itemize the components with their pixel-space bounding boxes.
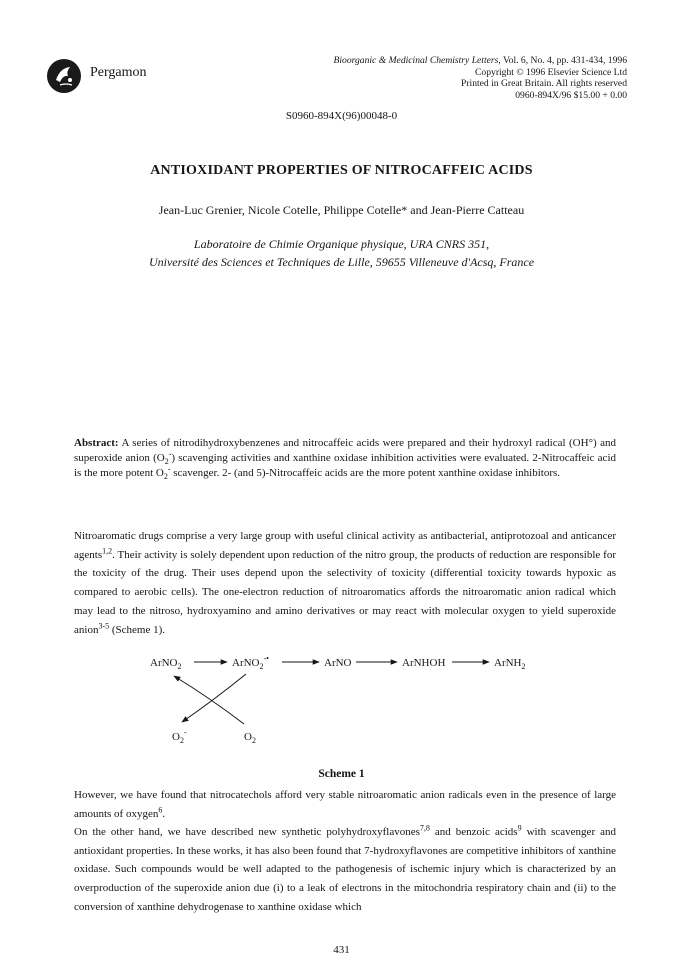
p3-text-a: On the other hand, we have described new synthetic polyhydroxyflavones [74,826,420,838]
author-list: Jean-Luc Grenier, Nicole Cotelle, Philippe Cotelle* and Jean-Pierre Catteau [158,203,525,217]
p1-text-a: Nitroaromatic drugs comprise a very large group with useful clinical activity as antibacterial, antiprotozoal and anticancer agents [74,530,616,561]
p1-text-b: . Their activity is solely dependent upon reduction of the nitro group, the products of reduction are responsible for the toxicity of the drug. Their uses depend upon the selectivity of toxicity (differential toxicity towards hypoxic as compared to aerobic cells). The one-electron reduction of nitroaromatics affords the nitroaromatic anion radical which may lead to the nitroso, hydroxyamino and amino derivatives or may react with molecular oxygen to yield superoxide anion [74,548,616,636]
abstract-text-2: ) scavenging activities and xanthine oxidase inhibition activities were evaluated. 2-Nitrocaffeic acid is the more potent O [74,451,616,479]
doi-code: S0960-894X(96)00048-0 [285,110,398,122]
p2-text-b: . [162,807,166,820]
p1-text-c: (Scheme 1). [109,623,166,636]
page-number: 431 [333,944,350,956]
abstract-text-1: A series of nitrodihydroxybenzenes and nitrocaffeic acids were prepared and their hydroxyl radical (OH°) and superoxide anion (O [74,437,616,464]
p3-text-c: with scavenger and antioxidant properties. In these works, it has also been found that 7-hydroxyflavones are competitive inhibitors of xanthine oxidase. Such compounds would be well adapted to the pathogenesis of ischemic injury which is characterized by an overproduction of the superoxide anion due (i) to a leak of electrons in the mitochondria respiratory chain and (ii) to the conversion of xanthine dehydrogenase to xanthine oxidase which [74,826,616,913]
p3-ref-1: 7,8 [419,823,430,833]
scheme-species-arno2: ArNO$_2$ [150,657,182,671]
copyright-line: Copyright © 1996 Elsevier Science Ltd [475,66,627,78]
abstract-sub-1: 2 [164,457,169,467]
p3-ref-2: 9 [517,823,522,833]
abstract-sub-2: 2 [163,472,168,481]
abstract [74,436,616,481]
affiliation-line-1: Laboratoire de Chimie Organique physique, URA CNRS 351, [193,237,490,251]
body-paragraph-1 [74,527,616,639]
journal-reference [334,55,628,101]
p3-text-b: and benzoic acids [429,826,518,838]
curved-arrow-to-arno2 [174,676,244,724]
curved-arrow-to-o2minus [182,674,246,722]
scheme-species-o2: $O_2$ [244,731,256,745]
p1-ref-1: 1,2 [102,546,113,556]
scheme-species-arnhoh: ArNHOH [402,657,446,669]
scheme-species-o2-minus: $O_2^-$ [172,728,187,745]
abstract-sup-2: - [167,464,171,474]
scheme-species-arnh2: ArNH$_2$ [494,657,526,671]
body-paragraph-3 [74,823,616,917]
publisher-logo [46,58,82,94]
publisher-name: Pergamon [90,65,147,80]
p2-text-a: However, we have found that nitrocatechols afford very stable nitroaromatic anion radicals even in the presence of large amounts of oxygen [74,789,616,820]
abstract-sup-1: - [168,449,172,459]
citation-line [334,55,628,67]
price-line: 0960-894X/96 $15.00 + 0.00 [515,89,627,101]
scheme-caption: Scheme 1 [318,768,365,780]
scheme-species-arno2-radical: ArNO$_2$-• [232,654,269,671]
body-paragraph-2 [74,786,616,823]
abstract-label: Abstract: [74,437,119,449]
abstract-text-3: scavenger. 2- (and 5)-Nitrocaffeic acids are the more potent xanthine oxidase inhibitors. [170,466,561,479]
affiliation-line-2: Université des Sciences et Techniques de Lille, 59655 Villeneuve d'Acsq, France [148,254,535,269]
article-title: ANTIOXIDANT PROPERTIES OF NITROCAFFEIC ACIDS [150,163,533,178]
affiliation [0,236,683,271]
printed-line: Printed in Great Britain. All rights reserved [461,78,627,90]
scheme-species-arno: ArNO [324,657,352,669]
p2-ref: 6 [158,805,163,815]
citation-detail: , Vol. 6, No. 4, pp. 431-434, 1996 [498,55,627,66]
journal-name: Bioorganic & Medicinal Chemistry Letters [333,55,499,66]
p1-ref-2: 3-5 [98,620,110,630]
